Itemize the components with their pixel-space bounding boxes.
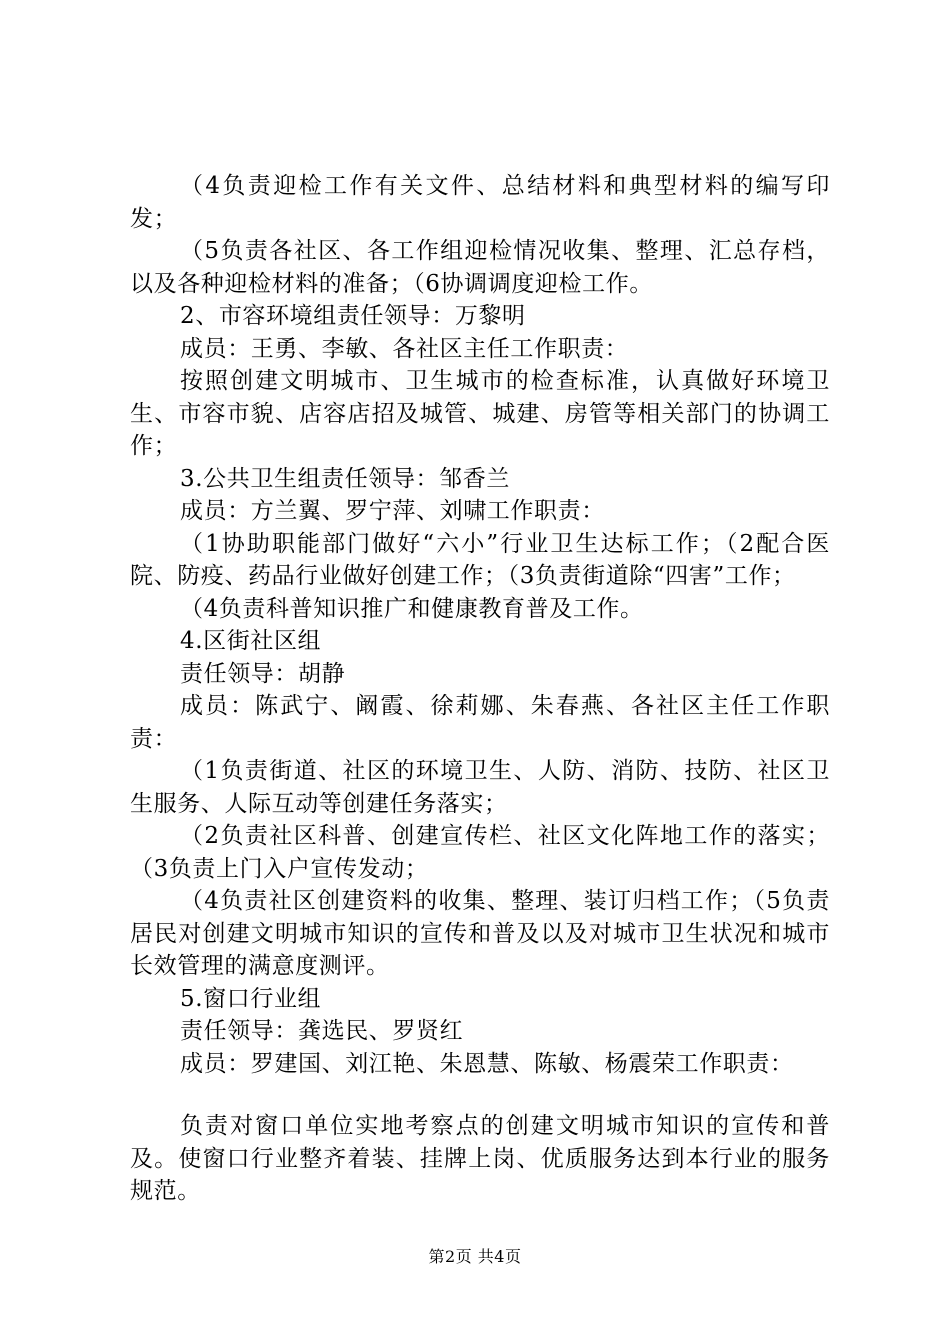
paragraph-13: （1负责街道、社区的环境卫生、人防、消防、技防、社区卫生服务、人际互动等创建任务落实； xyxy=(130,758,830,817)
paragraph-18: 成员：罗建国、刘江艳、朱恩慧、陈敏、杨震荣工作职责： xyxy=(180,1050,794,1077)
paragraph-17: 责任领导：龚选民、罗贤红 xyxy=(180,1018,464,1044)
paragraph-16: 5.窗口行业组 xyxy=(180,985,322,1012)
paragraph-10: 4.区街社区组 xyxy=(180,628,322,654)
paragraph-7: 成员：方兰翼、罗宁萍、刘啸工作职责： xyxy=(180,498,605,524)
paragraph-4: 成员：王勇、李敏、各社区主任工作职责： xyxy=(180,335,629,362)
paragraph-2: （5负责各社区、各工作组迎检情况收集、整理、汇总存档，以及各种迎检材料的准备；（6协调调度迎检工作。 xyxy=(130,238,830,297)
paragraph-14: （2负责社区科普、创建宣传栏、社区文化阵地工作的落实；（3负责上门入户宣传发动； xyxy=(130,823,830,882)
document-body xyxy=(130,170,830,1208)
paragraph-6: 3.公共卫生组责任领导：邹香兰 xyxy=(180,465,510,492)
paragraph-9: （4负责科普知识推广和健康教育普及工作。 xyxy=(180,595,644,622)
paragraph-5: 按照创建文明城市、卫生城市的检查标准，认真做好环境卫生、市容市貌、店容店招及城管、城建、房管等相关部门的协调工作； xyxy=(130,368,830,459)
paragraph-15: （4负责社区创建资料的收集、整理、装订归档工作；（5负责居民对创建文明城市知识的宣传和普及以及对城市卫生状况和城市长效管理的满意度测评。 xyxy=(130,888,830,979)
paragraph-8: （1协助职能部门做好“六小”行业卫生达标工作；（2配合医院、防疫、药品行业做好创建工作；（3负责街道除“四害”工作； xyxy=(130,530,830,589)
paragraph-3: 2、市容环境组责任领导：万黎明 xyxy=(180,303,526,329)
paragraph-19: 负责对窗口单位实地考察点的创建文明城市知识的宣传和普及。使窗口行业整齐着装、挂牌上岗、优质服务达到本行业的服务规范。 xyxy=(130,1113,830,1204)
paragraph-11: 责任领导：胡静 xyxy=(180,660,346,687)
page-number-footer: 第2页 共4页 xyxy=(428,1247,522,1266)
paragraph-1: （4负责迎检工作有关文件、总结材料和典型材料的编写印发； xyxy=(130,173,830,232)
paragraph-12: 成员：陈武宁、阚霞、徐莉娜、朱春燕、各社区主任工作职责： xyxy=(130,693,830,752)
